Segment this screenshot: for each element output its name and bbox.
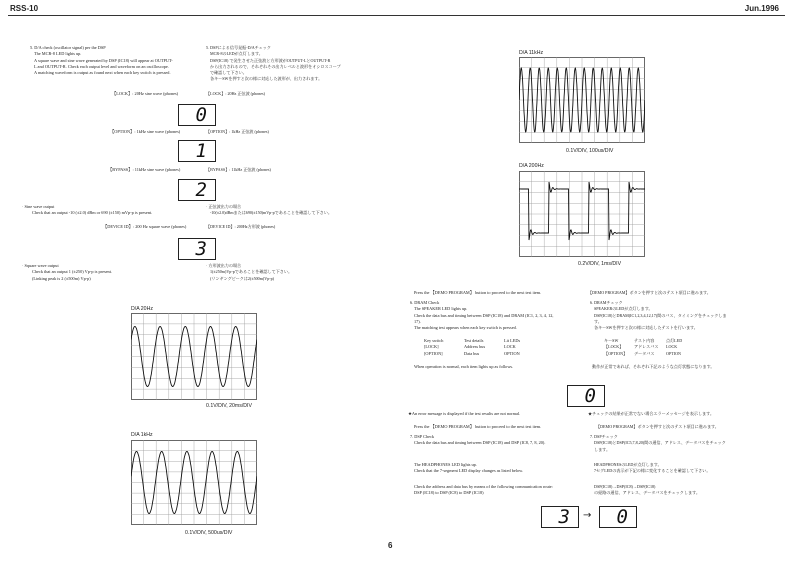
cell: 【LOCK】 bbox=[604, 344, 624, 350]
seg-digit: 0 bbox=[584, 385, 596, 407]
lock-en: 【LOCK】: 20Hz sine wave (phones) bbox=[112, 91, 179, 96]
s7-jp-block-2 bbox=[594, 462, 710, 475]
scope-11khz bbox=[519, 57, 645, 143]
lock-jp: 【LOCK】: 20Hz 正弦波 (phones) bbox=[206, 91, 266, 96]
s6-jp-block bbox=[590, 300, 727, 331]
page-number: 6 bbox=[388, 541, 393, 550]
s7-en-title: 7. DSP Check bbox=[410, 434, 435, 439]
seg-digit: 3 bbox=[558, 506, 570, 528]
cell: データバス bbox=[634, 350, 655, 356]
cell: アドレスバス bbox=[634, 344, 659, 350]
header-model: RSS-10 bbox=[10, 4, 39, 13]
press1-en: Press the 【DEMO PROGRAM】 button to proceed to the next test item. bbox=[414, 290, 542, 295]
cell: LOCK bbox=[504, 344, 516, 350]
s7-jp-l1b: します。 bbox=[594, 446, 611, 452]
seven-seg-display-1 bbox=[178, 104, 216, 126]
sq-jp-3: (リンギングピークは2(±500m)Vp-p) bbox=[210, 275, 275, 281]
bypass-en: 【BYPASS】: 11kHz sine wave (phones) bbox=[108, 167, 181, 172]
s7-jp-l1: DSP(IC18)とDSP(IC5,7,8,20)間の通信、アドレス、データバスをチェック bbox=[594, 440, 726, 446]
sine-en-2: Check that an output -10 (±2.0) dBm or 690 (±150) mVp-p is present. bbox=[32, 210, 153, 216]
seven-seg-display-2 bbox=[178, 140, 216, 162]
s5-jp-l4: で確認して下さい。 bbox=[210, 70, 247, 76]
s7-en-block bbox=[410, 434, 545, 447]
sq-jp-1: · 方形波出力の場合 bbox=[206, 263, 242, 268]
cell: LOCK bbox=[666, 344, 678, 350]
sq-en-2: Check that an output 1 (±250) Vp-p is present. bbox=[32, 269, 112, 275]
s5-jp-l2: DSP(IC18) で発生させた正弦波と方形波がOUTPUT-LとOUTPUT-R bbox=[210, 57, 331, 63]
square-jp bbox=[206, 263, 292, 282]
seg-digit: 2 bbox=[195, 179, 207, 201]
s5-jp-block bbox=[206, 45, 341, 83]
s7-en-l2: The HEADPHONES LED lights up. bbox=[414, 462, 477, 467]
table-row bbox=[604, 351, 682, 357]
seg-digit: 0 bbox=[195, 104, 207, 126]
sine-jp-2: -10(±2.0)dBmまたは690(±150)mVp-pであることを確認して下さい。 bbox=[210, 210, 332, 216]
seg-digit: 3 bbox=[195, 238, 207, 260]
square-en bbox=[22, 263, 112, 282]
s6-en-l8: When operation is normal, each item lights up as follows. bbox=[414, 364, 514, 369]
s6-jp-title: 6. DRAMチェック bbox=[590, 300, 623, 305]
s5-jp-l5: 各キーSWを押すと次の様に対応した波形が、出力されます。 bbox=[210, 76, 323, 82]
s7-en-block-3 bbox=[414, 484, 553, 497]
s5-en-l1: The MCR-8 LED lights up. bbox=[34, 51, 82, 57]
s7-en-block-2 bbox=[414, 462, 523, 475]
scope-1khz-caption: 0.1V/DIV, 500us/DIV bbox=[185, 530, 233, 536]
s6-en-l1: The SPEAKER LED lights up. bbox=[414, 306, 468, 312]
sq-en-3: (Linking peak is 2 (±500m) Vp-p) bbox=[32, 275, 91, 281]
option-en: 【OPTION】: 1kHz sine wave (phones) bbox=[110, 129, 181, 134]
devid-jp: 【DEVICE ID】: 200Hz方形波 (phones) bbox=[206, 224, 276, 229]
s7-jp-block-3 bbox=[594, 484, 700, 497]
s6-jp-l4: 各キーSWを押すと次の様に対応したテストを行います。 bbox=[594, 325, 698, 331]
option-jp: 【OPTION】: 1kHz 正弦波 (phones) bbox=[206, 129, 269, 134]
s7-jp-l5: の経路の通信、アドレス、データバスをチェックします。 bbox=[594, 490, 700, 496]
sq-en-1: · Square wave output bbox=[22, 263, 59, 268]
s7-jp-l3: 7セグLEDの表示が下記の様に変化することを確認して下さい。 bbox=[594, 468, 711, 474]
cell: OPTION bbox=[666, 350, 682, 356]
cell: Test details bbox=[464, 338, 484, 343]
cell: テスト内容 bbox=[634, 338, 655, 343]
scope-200hz-label: D/A 200Hz bbox=[519, 163, 544, 169]
s7-jp-l2: HEADPHONESのLEDが点灯します。 bbox=[594, 462, 662, 467]
seven-seg-display-4 bbox=[178, 238, 216, 260]
s5-jp-title: 5. DSPによる信号発振-D/Aチェック bbox=[206, 45, 271, 50]
s6-en-table bbox=[424, 338, 520, 357]
s6-en-l4: The matching test appears when each key switch is pressed. bbox=[414, 325, 517, 331]
cell: Key switch bbox=[424, 338, 444, 343]
s6-en-title: 6. DRAM Check bbox=[410, 300, 440, 305]
seven-seg-display-5 bbox=[567, 385, 605, 407]
cell: OPTION bbox=[504, 350, 520, 356]
seven-seg-display-3 bbox=[178, 179, 216, 201]
sine-jp bbox=[206, 204, 332, 217]
error-jp: ★チェックの結果が正常でない場合エラーメッセージを表示します。 bbox=[588, 411, 715, 416]
scope-11khz-caption: 0.1V/DIV, 100us/DIV bbox=[566, 148, 614, 154]
arrow-icon: → bbox=[583, 510, 592, 521]
bypass-jp: 【BYPASS】: 11kHz 正弦波 (phones) bbox=[206, 167, 271, 172]
s6-jp-table bbox=[604, 338, 682, 357]
s5-en-title: 5. D/A check (oscillator signal) per the DSP bbox=[30, 45, 106, 50]
sq-jp-2: 1(±250m)Vp-pであることを確認して下さい。 bbox=[210, 269, 293, 275]
cell: 【OPTION】 bbox=[604, 350, 628, 356]
s6-jp-l1: SPEAKERのLEDが点灯します。 bbox=[594, 306, 653, 312]
s7-en-l4: Check the address and data bus by means of the following communication route: bbox=[414, 484, 553, 489]
s7-jp-l4: DSP(IC18)→DSP(IC8)→DSP(IC18) bbox=[594, 484, 656, 489]
s7-en-l3: Check that the 7-segment LED display changes as listed below. bbox=[414, 468, 524, 474]
scope-20hz bbox=[131, 313, 257, 400]
cell: Address bus bbox=[464, 344, 486, 350]
devid-en: 【DEVICE ID】: 200 Hz square wave (phones) bbox=[103, 224, 187, 229]
table-row bbox=[424, 351, 520, 357]
cell: Data bus bbox=[464, 350, 480, 356]
header-date: Jun.1996 bbox=[744, 4, 779, 13]
scope-1khz-label: D/A 1kHz bbox=[131, 432, 153, 438]
header-rule bbox=[8, 15, 785, 16]
s6-en-l2: Check the data bus and timing between DSP (IC18) and DRAM (IC1, 2, 3, 4, 12, bbox=[414, 312, 554, 318]
s5-en-l4: A matching waveform is output as found next when each key switch is pressed. bbox=[34, 70, 171, 76]
scope-200hz-caption: 0.2V/DIV, 1ms/DIV bbox=[578, 261, 622, 267]
s7-jp-title: 7. DSPチェック bbox=[590, 434, 618, 439]
cell: [OPTION] bbox=[424, 350, 443, 356]
s6-jp-l3: す。 bbox=[594, 318, 602, 324]
s6-jp-l8: 動作が正常であれば、それぞれ下記のような点灯状態になります。 bbox=[592, 364, 715, 369]
seg-digit: 1 bbox=[195, 140, 207, 162]
s7-en-l5: DSP (IC18) to DSP (IC8) to DSP (IC18) bbox=[414, 490, 484, 496]
s7-en-l1: Check the data bus and timing between DSP (IC18) and DSP (IC8, 7, 8, 20). bbox=[414, 440, 546, 446]
s5-en-block bbox=[30, 45, 173, 76]
scope-20hz-label: D/A 20Hz bbox=[131, 306, 153, 312]
scope-1khz bbox=[131, 440, 257, 525]
sine-en bbox=[22, 204, 152, 217]
press2-jp: 【DEMO PROGRAM】ボタンを押すと次のテスト項目に進みます。 bbox=[596, 424, 719, 429]
s5-jp-l3: から出力されるので、それぞれその出力レベルと波形をオシロスコープ bbox=[210, 63, 341, 69]
press2-en: Press the 【DEMO PROGRAM】 button to proceed to the next test item. bbox=[414, 424, 542, 429]
cell: 点灯LED bbox=[666, 338, 683, 343]
error-en: ★An error message is displayed if the test results are not normal. bbox=[408, 411, 521, 416]
seg-digit: 0 bbox=[616, 506, 628, 528]
s5-jp-l1: MCR-8のLEDが点灯します。 bbox=[210, 51, 263, 57]
sine-jp-1: · 正弦波出力の場合 bbox=[206, 204, 242, 209]
s7-jp-block bbox=[590, 434, 726, 453]
scope-20hz-caption: 0.1V/DIV, 20ms/DIV bbox=[206, 403, 252, 409]
s6-en-l3: 17). bbox=[414, 318, 421, 324]
scope-200hz bbox=[519, 171, 645, 257]
s5-en-l3: L and OUTPUT-R. Check each output level and waveform on an oscilloscope. bbox=[34, 63, 169, 69]
cell: キーSW bbox=[604, 338, 619, 343]
s6-jp-l2: DSP(IC18)とDRAM(IC1,2,3,4,12,17)間のバス、タイミングをチェックしま bbox=[594, 312, 727, 318]
seven-seg-display-7 bbox=[599, 506, 637, 528]
s6-en-block bbox=[410, 300, 553, 331]
scope-11khz-label: D/A 11kHz bbox=[519, 50, 544, 56]
seven-seg-display-6 bbox=[541, 506, 579, 528]
press1-jp: 【DEMO PROGRAM】ボタンを押すと次のテスト項目に進みます。 bbox=[588, 290, 711, 295]
sine-en-1: · Sine wave output bbox=[22, 204, 55, 209]
cell: Lit LEDs bbox=[504, 338, 521, 343]
cell: [LOCK] bbox=[424, 344, 439, 350]
s5-en-l2: A square wave and sine wave generated by DSP (IC18) will appear at OUTPUT- bbox=[34, 57, 173, 63]
